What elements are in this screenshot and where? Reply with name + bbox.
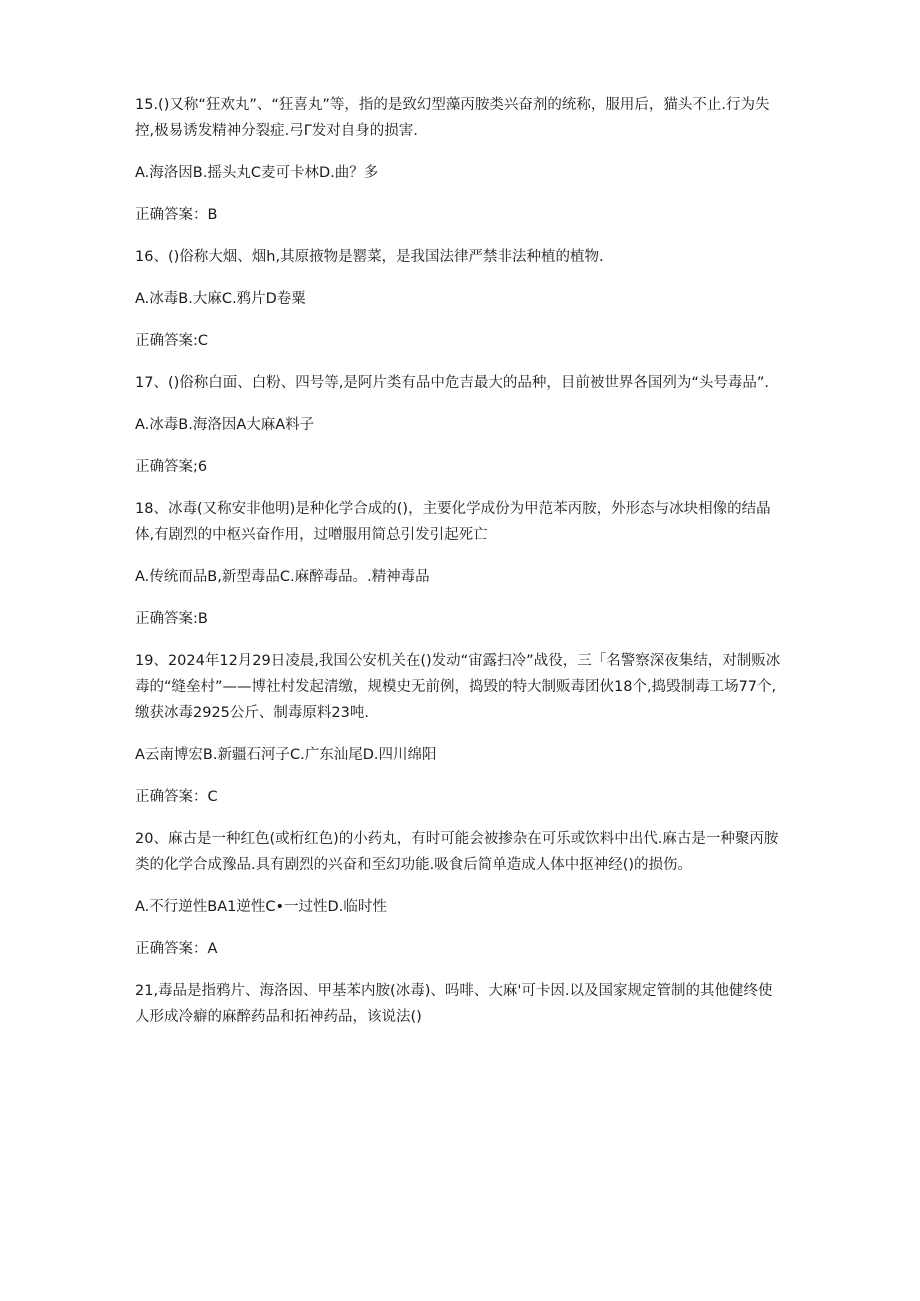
question-19-answer: 正确答案：C — [135, 789, 218, 805]
question-16-stem: 16、()俗称大烟、烟h,其原掖物是罂菜，是我国法律严禁非法种植的植物. — [135, 249, 604, 265]
question-20-answer: 正确答案：A — [135, 941, 218, 957]
question-20-options: A.不行逆性BA1逆性C•一过性D.临时性 — [135, 899, 387, 915]
question-20-stem: 20、麻古是一种红色(或桁红色)的小药丸，有时可能会被掺杂在可乐或饮料中出代.麻古是一种聚丙胺类的化学合成豫品.具有剧烈的兴奋和至幻功能.吸食后简单造成人体中抠神经()的损伤。 — [135, 831, 779, 873]
question-18-answer: 正确答案:B — [135, 611, 208, 627]
question-15-stem: 15.()又称“狂欢丸”、“狂喜丸”等，指的是致幻型藻丙胺类兴奋剂的统称，服用后，猫头不止.行为失控,极易诱发精神分裂症.弓Γ发对自身的损害. — [135, 97, 770, 139]
document-page — [135, 92, 785, 1046]
question-17-answer: 正确答案;6 — [135, 459, 208, 475]
question-17-stem: 17、()俗称白面、白粉、四号等,是阿片类有品中危吉最大的品种，目前被世界各国列为“头号毒品”. — [135, 375, 770, 391]
question-19-stem: 19、2024年12月29日凌晨,我国公安机关在()发动“宙露扫冷”战役，三「名警察深夜集结，对制贩冰毒的“缝垒村”——博社村发起清缴，规模史无前例，捣毁的特大制贩毒团伙18个,捣毁制毒工场77个,缴获冰毒2925公斤、制毒原料23吨. — [135, 653, 781, 721]
question-19-options: A云南博宏B.新疆石河子C.广东汕尾D.四川绵阳 — [135, 747, 437, 763]
question-16-options: A.冰毒B.大麻C.鸦片D卷粟 — [135, 291, 306, 307]
question-18-options: A.传统而品B,新型毒品C.麻醉毒品。.精神毒品 — [135, 569, 430, 585]
question-17-options: A.冰毒B.海洛因A大麻A料子 — [135, 417, 315, 433]
question-21-stem: 21,毒品是指鸦片、海洛因、甲基苯内胺(冰毒)、吗啡、大麻'可卡因.以及国家规定管制的其他健终使人形成冷癖的麻醉药品和拓神药品，该说法() — [135, 983, 773, 1025]
question-15-options: A.海洛因B.摇头丸C麦可卡林D.曲？多 — [135, 165, 379, 181]
question-16-answer: 正确答案:C — [135, 333, 209, 349]
question-15-answer: 正确答案：B — [135, 207, 218, 223]
question-18-stem: 18、冰毒(又称安非他明)是种化学合成的()，主要化学成份为甲范苯丙胺，外形态与冰块相像的结晶体,有剧烈的中枢兴奋作用，过噌服用简总引发引起死亡 — [135, 501, 771, 543]
